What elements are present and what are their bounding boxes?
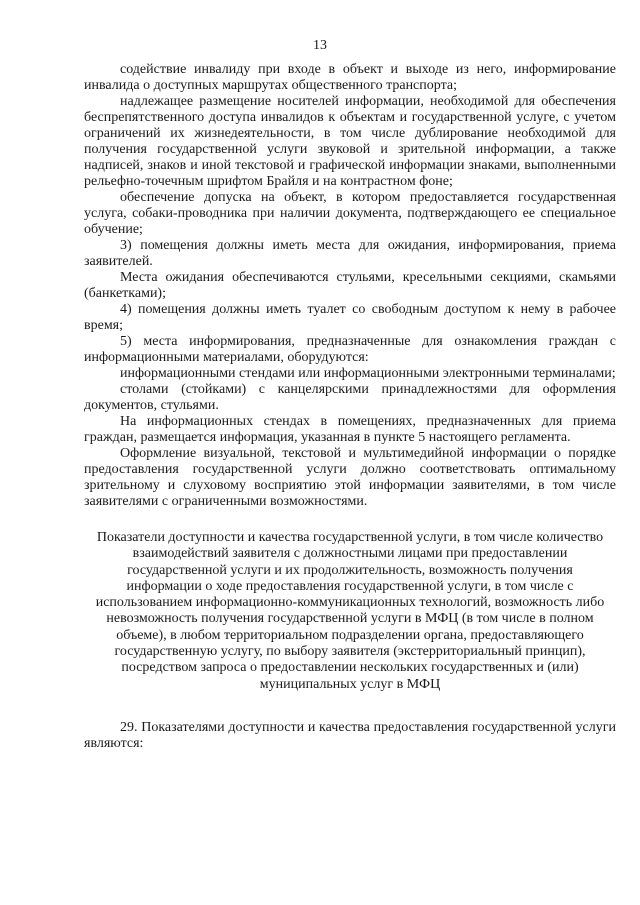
paragraph: содействие инвалиду при входе в объект и выходе из него, информирование инвалида о доступных маршрутах общественного транспорта;: [84, 62, 616, 93]
paragraph: надлежащее размещение носителей информации, необходимой для обеспечения беспрепятственного доступа инвалидов к объектам и государственной услуге, с учетом ограничений их жизнедеятельности, в том числе дублирование необходимой для получения государственной услуги звуковой и зрительной информации, а также надписей, знаков и иной текстовой и графической информации знаками, выполненными рельефно-точечным шрифтом Брайля и на контрастном фоне;: [84, 94, 616, 189]
document-body: [84, 62, 616, 752]
paragraph: 3) помещения должны иметь места для ожидания, информирования, приема заявителей.: [84, 238, 616, 269]
paragraph: Оформление визуальной, текстовой и мультимедийной информации о порядке предоставления государственной услуги должно соответствовать оптимальному зрительному и слуховому восприятию этой информации заявителями, в том числе заявителями с ограниченными возможностями.: [84, 446, 616, 509]
paragraph: Места ожидания обеспечиваются стульями, кресельными секциями, скамьями (банкетками);: [84, 270, 616, 301]
page-number: 13: [313, 38, 327, 53]
paragraph: 4) помещения должны иметь туалет со свободным доступом к нему в рабочее время;: [84, 302, 616, 333]
paragraph: обеспечение допуска на объект, в котором предоставляется государственная услуга, собаки-проводника при наличии документа, подтверждающего ее специальное обучение;: [84, 190, 616, 237]
paragraph: столами (стойками) с канцелярскими принадлежностями для оформления документов, стульями.: [84, 382, 616, 413]
paragraph: информационными стендами или информационными электронными терминалами;: [120, 366, 616, 381]
paragraph: 29. Показателями доступности и качества предоставления государственной услуги являются:: [84, 719, 616, 751]
section-heading: Показатели доступности и качества государственной услуги, в том числе количество взаимодействий заявителя с должностными лицами при предоставлении государственной услуги и их продолжительность, возможность получения информации о ходе предоставления государственной услуги, в том числе с использованием информационно-коммуникационных технологий, возможность либо невозможность получения государственной услуги в МФЦ (в том числе в полном объеме), в любом территориальном подразделении органа, предоставляющего государственную услугу, по выбору заявителя (экстерриториальный принцип), посредством запроса о предоставлении нескольких государственных и (или) муниципальных услуг в МФЦ: [95, 530, 605, 692]
paragraph: 5) места информирования, предназначенные для ознакомления граждан с информационными материалами, оборудуются:: [84, 334, 616, 365]
paragraph: На информационных стендах в помещениях, предназначенных для приема граждан, размещается информация, указанная в пункте 5 настоящего регламента.: [84, 414, 616, 445]
